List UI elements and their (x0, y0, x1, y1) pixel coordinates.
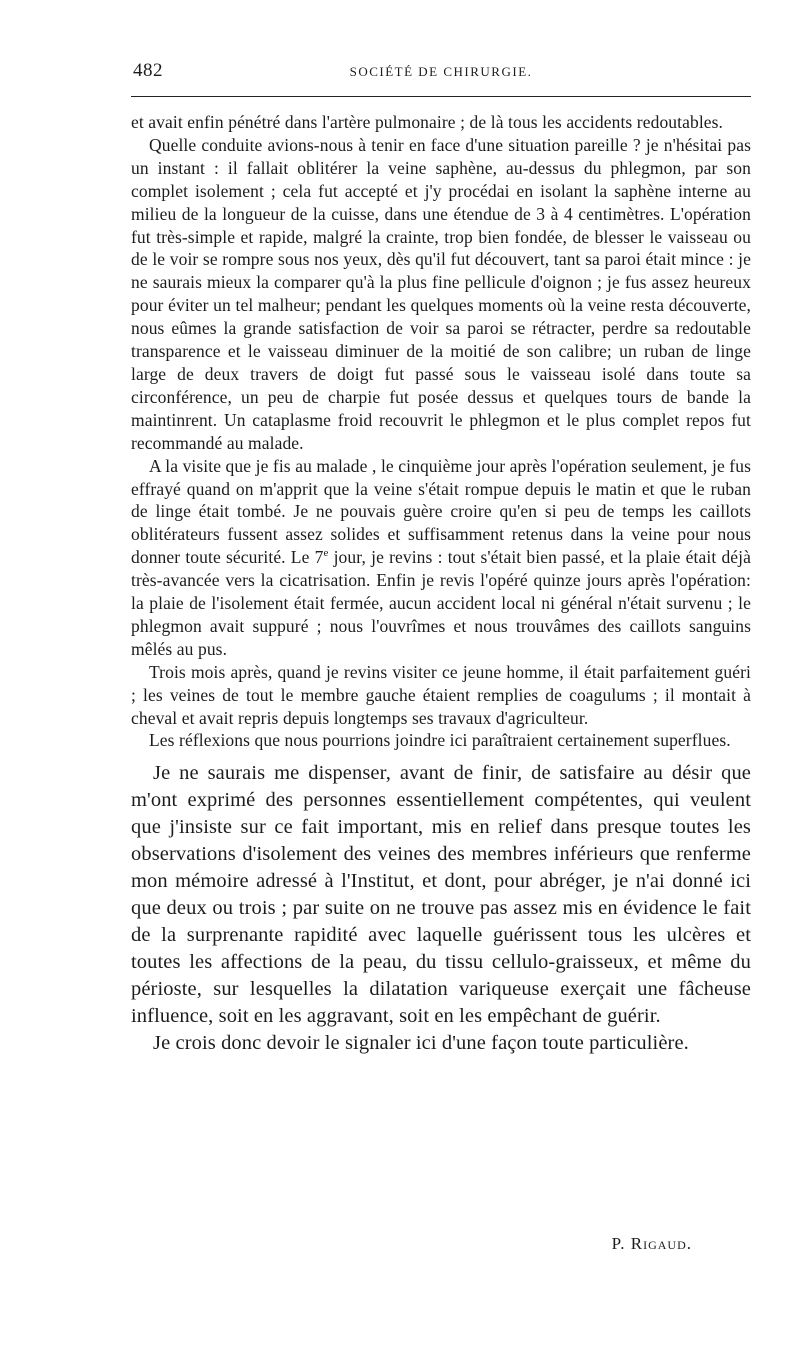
paragraph-continuation: et avait enfin pénétré dans l'artère pulmonaire ; de là tous les accidents redoutables. (131, 112, 724, 132)
ordinal-superscript: e (323, 547, 329, 560)
paragraph-visit-part1: A la visite que je fis au malade , le cinquième jour après l'opération seulement, je fus effrayé quand on m'apprit que la veine s'était rompue depuis le matin et que le ruban de linge était tombé. Je ne pouvais guère croire qu'en si peu de temps les caillots oblitérateurs fussent assez solides et suffisamment retenus dans la veine pour nous donner toute sécurité. Le 7 (131, 455, 751, 568)
running-head: SOCIÉTÉ DE CHIRURGIE. (349, 64, 533, 79)
paragraph-conclusion: Je ne saurais me dispenser, avant de finir, de satisfaire au désir que m'ont exprimé des personnes essentiellement compétentes, qui veulent que j'insiste sur ce fait important, mis en relief dans presque toutes les observations d'isolement des veines des membres inférieurs que renferme mon mémoire adressé à l'Institut, et dont, pour abréger, je n'ai donné ici que deux ou trois ; par suite on ne trouve pas assez mis en évidence le fait de la surprenante rapidité avec laquelle guérissent tous les ulcères et toutes les affections de la peau, du tissu cellulo-graisseux, et même du périoste, sur lesquelles la dilatation variqueuse exerçait une fâcheuse influence, soit en les aggravant, soit en les empêchant de guérir. (131, 762, 751, 1028)
author-signature (612, 1234, 692, 1254)
page-header (131, 60, 751, 90)
signature-initial: P. (611, 1234, 626, 1253)
page-number: 482 (133, 60, 163, 81)
signature-name: Rigaud. (630, 1234, 692, 1253)
paragraph-operation: Quelle conduite avions-nous à tenir en face d'une situation pareille ? je n'hésitai pas un instant : il fallait oblitérer la veine saphène, au-dessus du phlegmon, par son complet isolement ; cela fut accepté et j'y procédai en isolant la saphène interne au milieu de la longueur de la cuisse, dans une étendue de 3 à 4 centimètres. L'opération fut très-simple et rapide, malgré la crainte, trop bien fondée, de blesser le vaisseau ou de le voir se rompre sous nos yeux, dès qu'il fut découvert, tant sa paroi était mince : je ne saurais mieux la comparer qu'à la plus fine pellicule d'oignon ; je fus assez heureux pour éviter un tel malheur; pendant les quelques moments où la veine resta découverte, nous eûmes la grande satisfaction de voir sa paroi se rétracter, perdre sa redoutable transparence et le vaisseau diminuer de la moitié de son calibre; un ruban de linge large de deux travers de doigt fut passé sous le vaisseau isolé dans toute sa circonférence, un peu de charpie fut posée dessus et quelques tours de bande la maintinrent. Un cataplasme froid recouvrit le phlegmon et le plus complet repos fut recommandé au malade. (131, 134, 751, 453)
body-text (131, 111, 751, 1057)
paragraph-visit (131, 455, 751, 661)
header-rule (131, 96, 751, 97)
paragraph-visit-part2: jour, je revins : tout s'était bien passé, et la plaie était déjà très-avancée vers la cicatrisation. Enfin je revis l'opéré quinze jours après l'opération: la plaie de l'isolement était fermée, aucun accident local ni général n'était survenu ; le phlegmon avait suppuré ; nous l'ouvrîmes et nous trouvâmes des caillots sanguins mêlés au pus. (131, 547, 751, 659)
paragraph-final: Je crois donc devoir le signaler ici d'une façon toute particulière. (153, 1032, 689, 1055)
paragraph-reflections: Les réflexions que nous pourrions joindre ici paraîtraient certainement superflues. (149, 730, 731, 751)
paragraph-recovery: Trois mois après, quand je revins visiter ce jeune homme, il était parfaitement guéri ; les veines de tout le membre gauche étaient remplies de coagulums ; il montait à cheval et avait repris depuis longtemps ses travaux d'agriculteur. (131, 661, 751, 728)
